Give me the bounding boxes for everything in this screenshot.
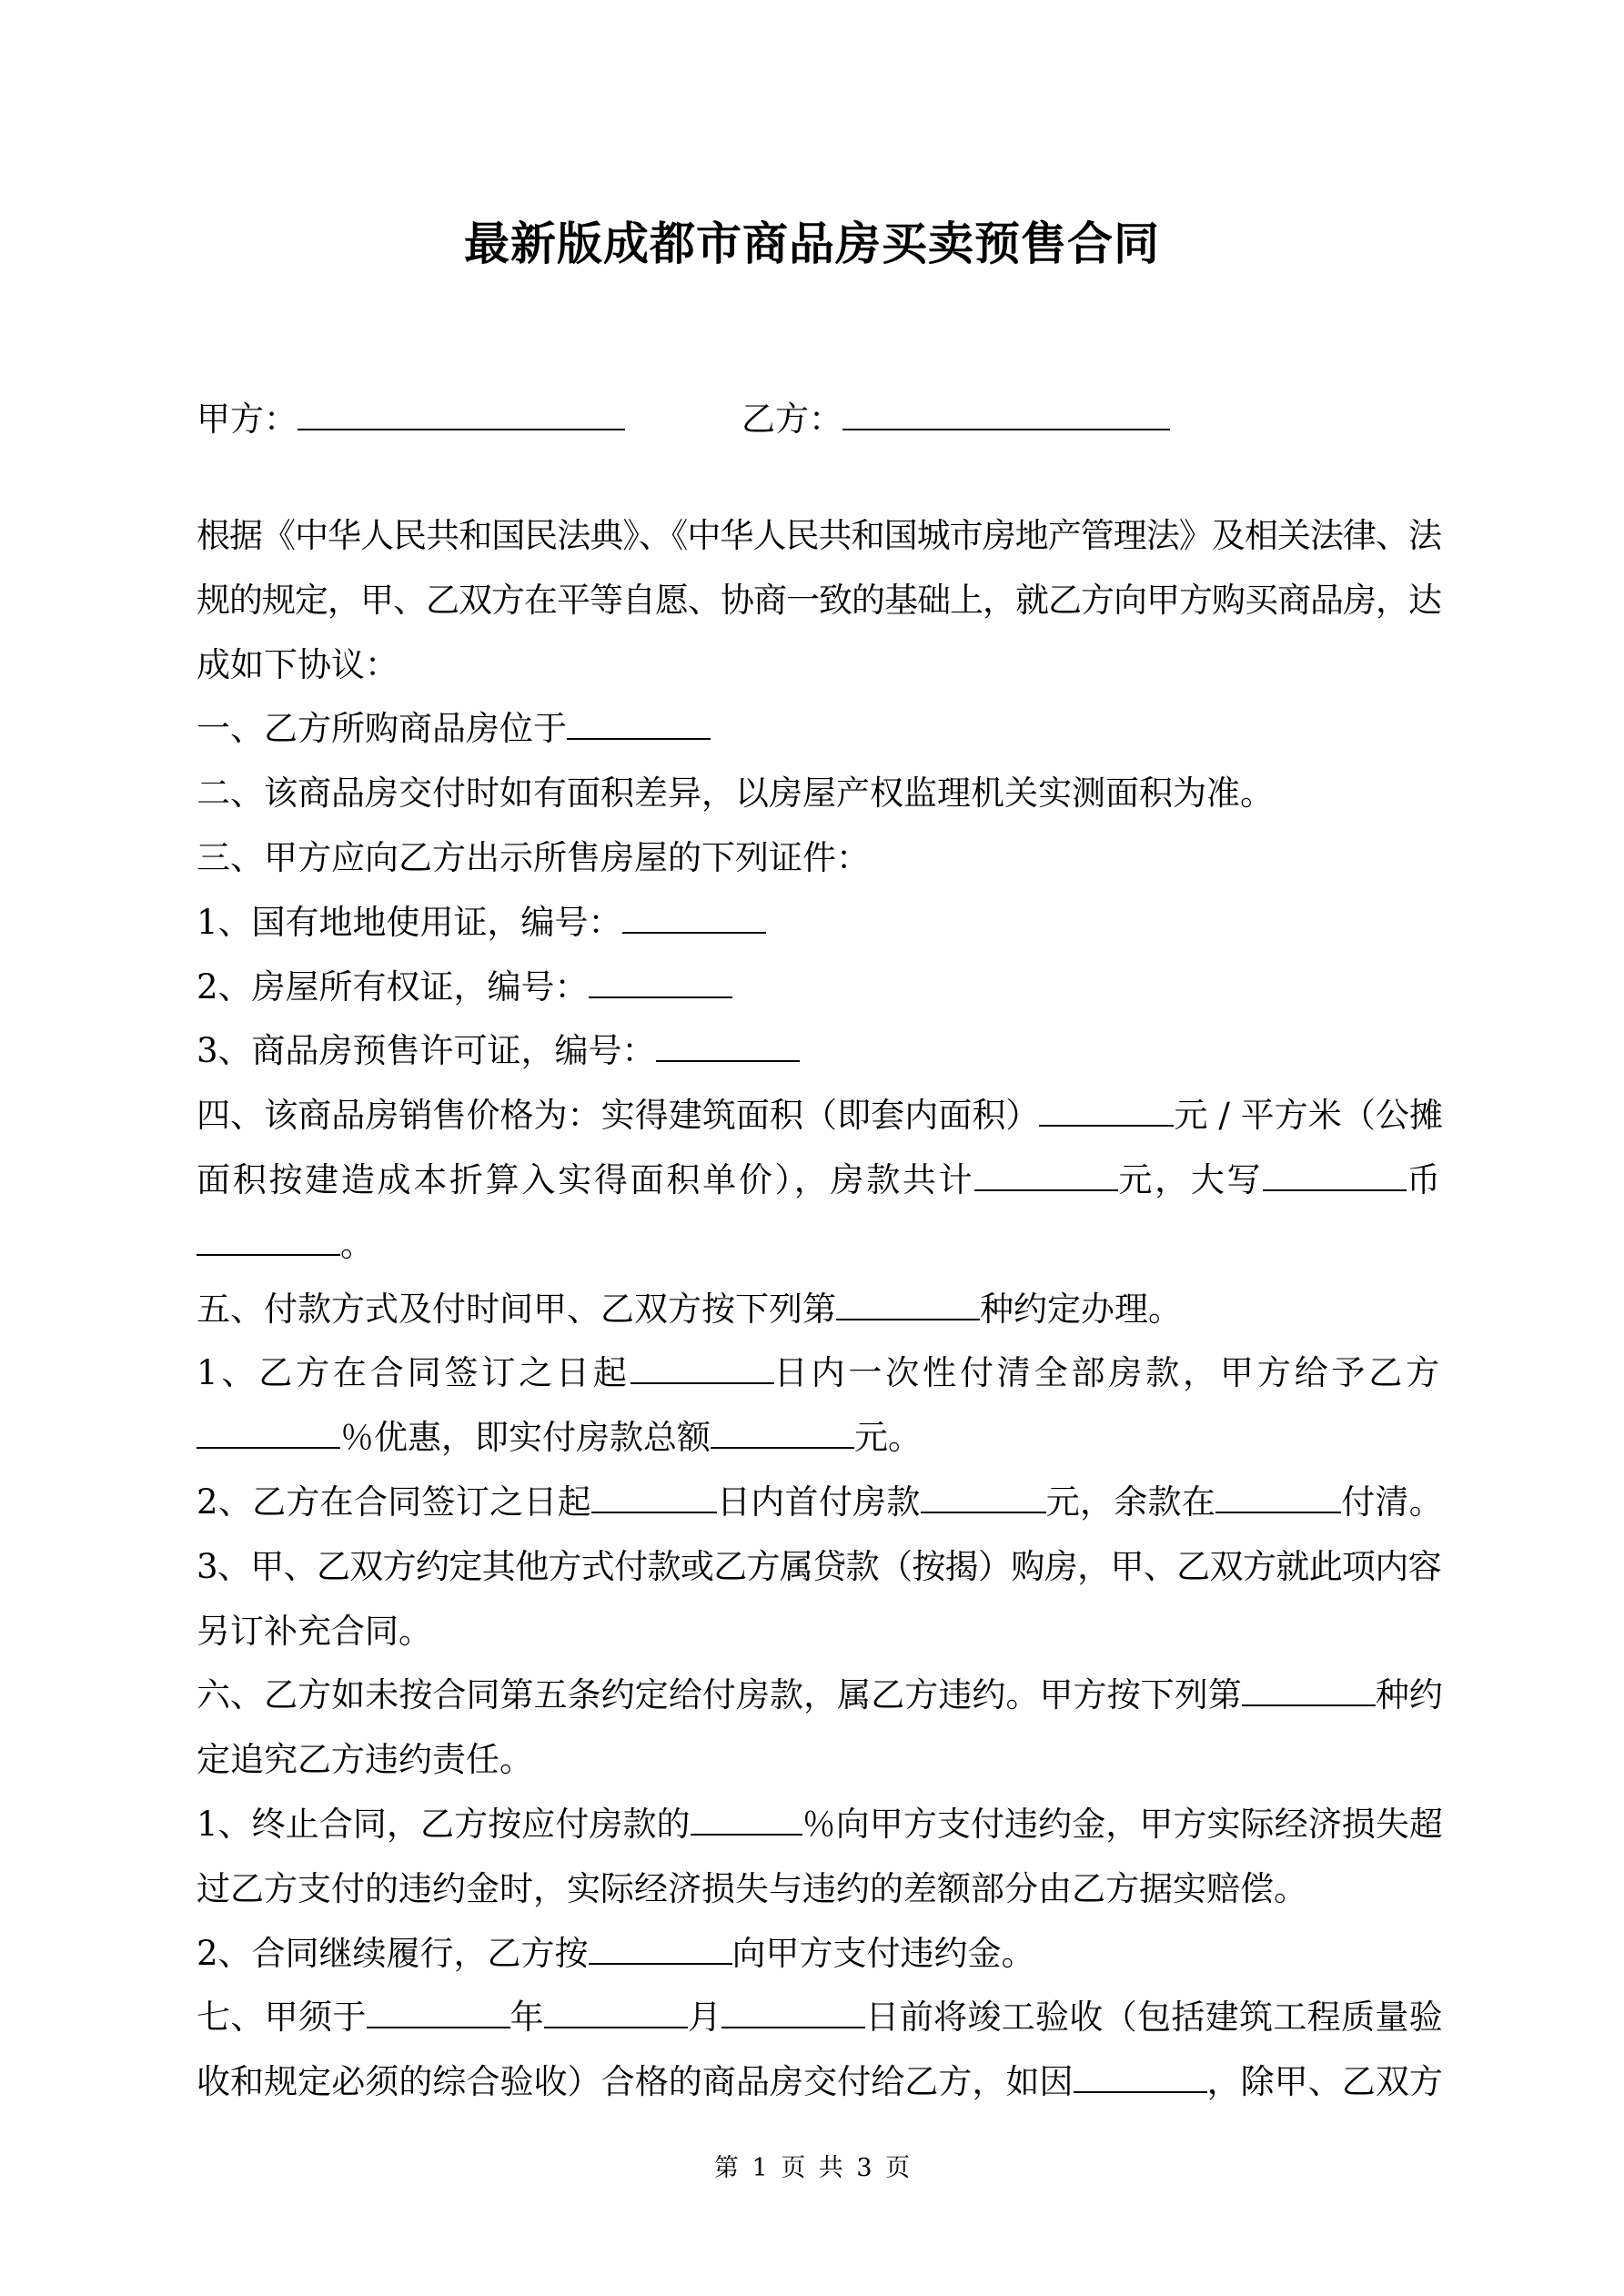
contract-text: 日内一次性付清全部房款，甲方给予乙方	[773, 1353, 1443, 1393]
fill-in-blank[interactable]	[691, 1808, 802, 1836]
contract-text: 年	[509, 1998, 545, 2038]
fill-in-blank[interactable]	[711, 1421, 854, 1449]
contract-text: 3、商品房预售许可证，编号：	[197, 1031, 656, 1071]
fill-in-blank[interactable]	[656, 1035, 800, 1062]
fill-in-blank[interactable]	[197, 1421, 340, 1449]
fill-in-blank[interactable]	[921, 1486, 1046, 1513]
contract-text: 四、该商品房销售价格为：实得建筑面积（即套内面积）	[197, 1096, 1040, 1136]
contract-line	[197, 697, 1443, 762]
contract-text: 向甲方支付违约金。	[731, 1933, 1035, 1973]
contract-text: 日内首付房款	[716, 1482, 921, 1522]
contract-text: 成如下协议：	[197, 644, 398, 684]
contract-line	[197, 1857, 1443, 1922]
contract-line	[197, 1793, 1443, 1857]
document-title: 最新版成都市商品房买卖预售合同	[464, 217, 1160, 270]
fill-in-blank[interactable]	[197, 1229, 340, 1256]
contract-line	[197, 1986, 1443, 2050]
contract-text: ％优惠，即实付房款总额	[340, 1418, 711, 1458]
contract-line	[197, 569, 1443, 633]
contract-line	[197, 1922, 1443, 1987]
fill-in-blank[interactable]	[974, 1164, 1118, 1191]
contract-text: 另订补充合同。	[197, 1611, 432, 1651]
contract-line	[197, 1600, 1443, 1664]
parties-line	[197, 391, 1443, 437]
contract-text: ％向甲方支付违约金，甲方实际经济损失超	[802, 1804, 1443, 1844]
contract-text: 定追究乙方违约责任。	[197, 1740, 533, 1780]
contract-line	[197, 1019, 1443, 1084]
contract-text: 元。	[854, 1418, 922, 1458]
contract-line	[197, 1341, 1443, 1406]
contract-text: 五、付款方式及付时间甲、乙双方按下列第	[197, 1289, 836, 1329]
fill-in-blank[interactable]	[589, 971, 732, 998]
contract-text: 月	[688, 1998, 722, 2038]
contract-text: 2、合同继续履行，乙方按	[197, 1933, 589, 1973]
contract-text: 元，余款在	[1045, 1482, 1216, 1522]
contract-line	[197, 1664, 1443, 1728]
contract-line	[197, 956, 1443, 1020]
contract-line	[197, 1535, 1443, 1600]
contract-text: 日前将竣工验收（包括建筑工程质量验	[865, 1998, 1444, 2038]
contract-text: 六、乙方如未按合同第五条约定给付房款，属乙方违约。甲方按下列第	[197, 1675, 1242, 1715]
fill-in-blank[interactable]	[367, 2001, 510, 2028]
contract-text: 种约	[1375, 1675, 1443, 1715]
contract-text: 收和规定必须的综合验收）合格的商品房交付给乙方，如因	[197, 2062, 1074, 2102]
contract-text: 三、甲方应向乙方出示所售房屋的下列证件：	[197, 837, 870, 877]
contract-line	[197, 1213, 1443, 1278]
contract-line	[197, 1406, 1443, 1471]
page-footer: 第 1 页 共 3 页	[713, 2154, 911, 2182]
contract-line	[197, 1471, 1443, 1535]
contract-line	[197, 2050, 1443, 2115]
contract-line	[197, 891, 1443, 956]
contract-text: 。	[340, 1224, 374, 1264]
contract-line	[197, 826, 1443, 891]
contract-text: 一、乙方所购商品房位于	[197, 709, 567, 749]
fill-in-blank[interactable]	[836, 1293, 980, 1320]
contract-text: 1、终止合同，乙方按应付房款的	[197, 1804, 691, 1844]
party-a	[197, 391, 625, 440]
contract-line	[197, 633, 1443, 698]
contract-text: 元，大写	[1118, 1159, 1264, 1199]
party-a-label: 甲方：	[197, 400, 298, 439]
fill-in-blank[interactable]	[589, 1937, 732, 1965]
fill-in-blank[interactable]	[630, 1357, 774, 1384]
party-b-blank[interactable]	[842, 401, 1170, 430]
contract-text: 2、房屋所有权证，编号：	[197, 966, 589, 1006]
fill-in-blank[interactable]	[567, 713, 711, 740]
contract-text: 1、国有地地使用证，编号：	[197, 902, 622, 942]
contract-line	[197, 1278, 1443, 1342]
contract-text: 2、乙方在合同签订之日起	[197, 1482, 591, 1522]
fill-in-blank[interactable]	[1074, 2066, 1207, 2093]
contract-text: 3、甲、乙双方约定其他方式付款或乙方属贷款（按揭）购房，甲、乙双方就此项内容	[197, 1546, 1441, 1586]
contract-text: 二、该商品房交付时如有面积差异，以房屋产权监理机关实测面积为准。	[197, 774, 1274, 814]
party-b	[741, 391, 1170, 440]
contract-line	[197, 1084, 1443, 1148]
fill-in-blank[interactable]	[622, 906, 766, 934]
party-a-blank[interactable]	[298, 401, 625, 430]
contract-line	[197, 762, 1443, 826]
contract-text: 1、乙方在合同签订之日起	[197, 1353, 630, 1393]
contract-text: 付清。	[1341, 1482, 1443, 1522]
fill-in-blank[interactable]	[591, 1486, 717, 1513]
fill-in-blank[interactable]	[1215, 1486, 1341, 1513]
contract-text: 七、甲须于	[197, 1998, 367, 2038]
contract-text: 元 / 平方米（公摊	[1174, 1096, 1443, 1136]
contract-line	[197, 504, 1443, 569]
contract-text: ，除甲、乙双方	[1206, 2062, 1443, 2102]
contract-text: 种约定办理。	[980, 1289, 1182, 1329]
contract-body	[197, 504, 1443, 2115]
contract-text: 面积按建造成本折算入实得面积单价），房款共计	[197, 1159, 975, 1199]
contract-line	[197, 1148, 1443, 1213]
party-b-label: 乙方：	[741, 400, 842, 439]
fill-in-blank[interactable]	[1263, 1164, 1407, 1191]
fill-in-blank[interactable]	[1039, 1099, 1174, 1127]
fill-in-blank[interactable]	[1242, 1679, 1376, 1706]
contract-text: 规的规定，甲、乙双方在平等自愿、协商一致的基础上，就乙方向甲方购买商品房，达	[197, 580, 1441, 620]
contract-line	[197, 1728, 1443, 1793]
contract-text: 过乙方支付的违约金时，实际经济损失与违约的差额部分由乙方据实赔偿。	[197, 1868, 1307, 1908]
fill-in-blank[interactable]	[721, 2001, 865, 2028]
fill-in-blank[interactable]	[544, 2001, 688, 2028]
contract-text: 根据《中华人民共和国民法典》、《中华人民共和国城市房地产管理法》及相关法律、法	[197, 516, 1441, 555]
contract-text: 币	[1407, 1159, 1443, 1199]
